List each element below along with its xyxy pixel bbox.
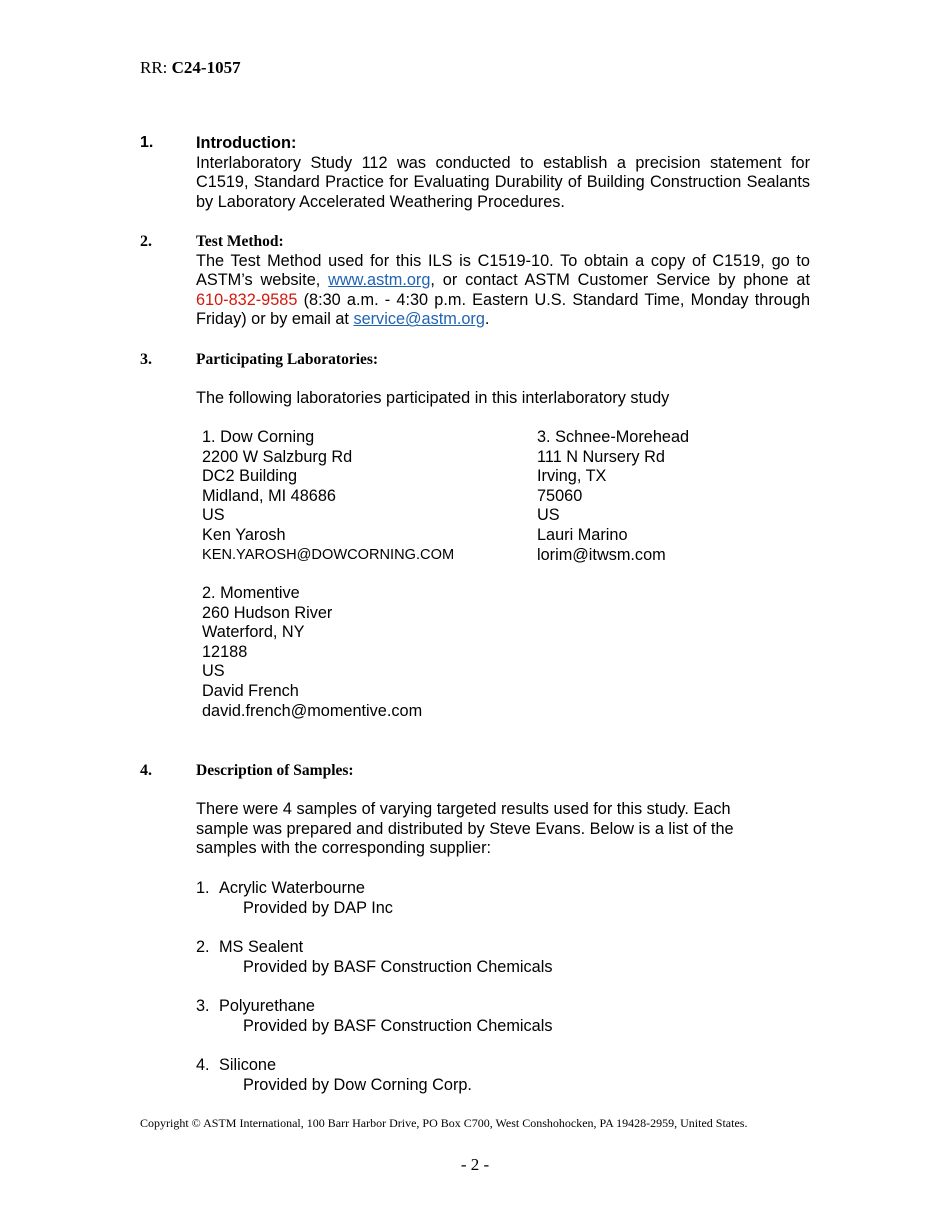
section-introduction (196, 134, 810, 212)
lab-address-line: Irving, TX (537, 467, 607, 486)
section-2-text-part-1: The Test Method used for this ILS is C1519-10. To obtain a copy of C1519, go to ASTM’s website, (196, 251, 810, 290)
section-1-text: Interlaboratory Study 112 was conducted to establish a precision statement for C1519, Standard Practice for Evaluating Durability of Building Construction Sealants by Laboratory Accelerated Weathering Procedures. (196, 153, 810, 211)
lab-country: US (537, 506, 560, 525)
lab-entry-dow-corning (202, 428, 454, 565)
lab-address-line: 2200 W Salzburg Rd (202, 447, 353, 466)
section-4-title: Description of Samples: (196, 762, 354, 779)
sample-provider: Provided by Dow Corning Corp. (243, 1075, 472, 1094)
service-email-link[interactable]: service@astm.org (353, 310, 485, 329)
copyright-notice: Copyright © ASTM International, 100 Barr Harbor Drive, PO Box C700, West Conshohocken, PA 19428-2959, United States. (140, 1116, 748, 1130)
lab-contact-name: Ken Yarosh (202, 525, 286, 544)
section-1-title: Introduction: (196, 134, 297, 152)
lab-country: US (202, 662, 225, 681)
lab-entry-schnee-morehead (537, 428, 689, 565)
section-1-number: 1. (140, 134, 154, 151)
section-2-text-part-4: . (484, 310, 490, 329)
sample-name: Acrylic Waterbourne (219, 879, 365, 897)
report-header (140, 58, 241, 78)
lab-address-line: 75060 (537, 486, 583, 505)
section-2-text (196, 252, 810, 330)
section-2-text-part-3: (8:30 a.m. - 4:30 p.m. Eastern U.S. Standard Time, Monday through Friday) or by email at (196, 290, 810, 329)
section-3-intro: The following laboratories participated in this interlaboratory study (196, 389, 670, 407)
sample-number: 1. (196, 879, 210, 897)
lab-contact-email: david.french@momentive.com (202, 701, 423, 720)
sample-item (196, 997, 552, 1036)
section-4-intro: There were 4 samples of varying targeted results used for this study. Each sample was prepared and distributed by Steve Evans. Below is a list of the samples with the corresponding supplier: (196, 800, 734, 858)
section-3-title: Participating Laboratories: (196, 351, 379, 368)
sample-name: Silicone (219, 1056, 277, 1074)
lab-contact-name: Lauri Marino (537, 525, 628, 544)
section-2-title: Test Method: (196, 233, 284, 250)
sample-name: Polyurethane (219, 997, 315, 1015)
sample-provider: Provided by DAP Inc (243, 898, 393, 917)
lab-address-line: 111 N Nursery Rd (537, 447, 665, 466)
astm-website-link[interactable]: www.astm.org (328, 271, 431, 290)
section-2-text-part-2: , or contact ASTM Customer Service by phone at (430, 271, 810, 290)
section-test-method (196, 232, 810, 330)
sample-name: MS Sealent (219, 938, 304, 956)
lab-address-line: DC2 Building (202, 467, 298, 486)
lab-address-line: 12188 (202, 642, 248, 661)
sample-provider: Provided by BASF Construction Chemicals (243, 1016, 553, 1035)
section-3-number: 3. (140, 351, 152, 368)
lab-name: 1. Dow Corning (202, 428, 315, 446)
section-4-title-block (196, 761, 810, 781)
sample-item (196, 1056, 472, 1095)
section-4-number: 4. (140, 762, 152, 779)
lab-address-line: Waterford, NY (202, 623, 305, 642)
lab-contact-email: KEN.YAROSH@DOWCORNING.COM (202, 546, 455, 563)
lab-name: 3. Schnee-Morehead (537, 428, 690, 446)
lab-contact-email: lorim@itwsm.com (537, 545, 666, 564)
lab-address-line: Midland, MI 48686 (202, 486, 336, 505)
section-2-number: 2. (140, 233, 152, 250)
lab-country: US (202, 506, 225, 525)
sample-item (196, 879, 393, 918)
sample-item (196, 938, 552, 977)
rr-prefix: RR: (140, 58, 168, 77)
rr-number: C24-1057 (171, 58, 241, 77)
lab-name: 2. Momentive (202, 584, 300, 602)
customer-service-phone[interactable]: 610-832-9585 (196, 290, 298, 309)
lab-address-line: 260 Hudson River (202, 603, 333, 622)
sample-number: 3. (196, 997, 210, 1015)
lab-entry-momentive (202, 584, 422, 721)
page-number: - 2 - (460, 1155, 490, 1174)
lab-contact-name: David French (202, 681, 299, 700)
sample-number: 4. (196, 1056, 210, 1074)
sample-number: 2. (196, 938, 210, 956)
section-3-title-block (196, 350, 810, 370)
sample-provider: Provided by BASF Construction Chemicals (243, 957, 553, 976)
